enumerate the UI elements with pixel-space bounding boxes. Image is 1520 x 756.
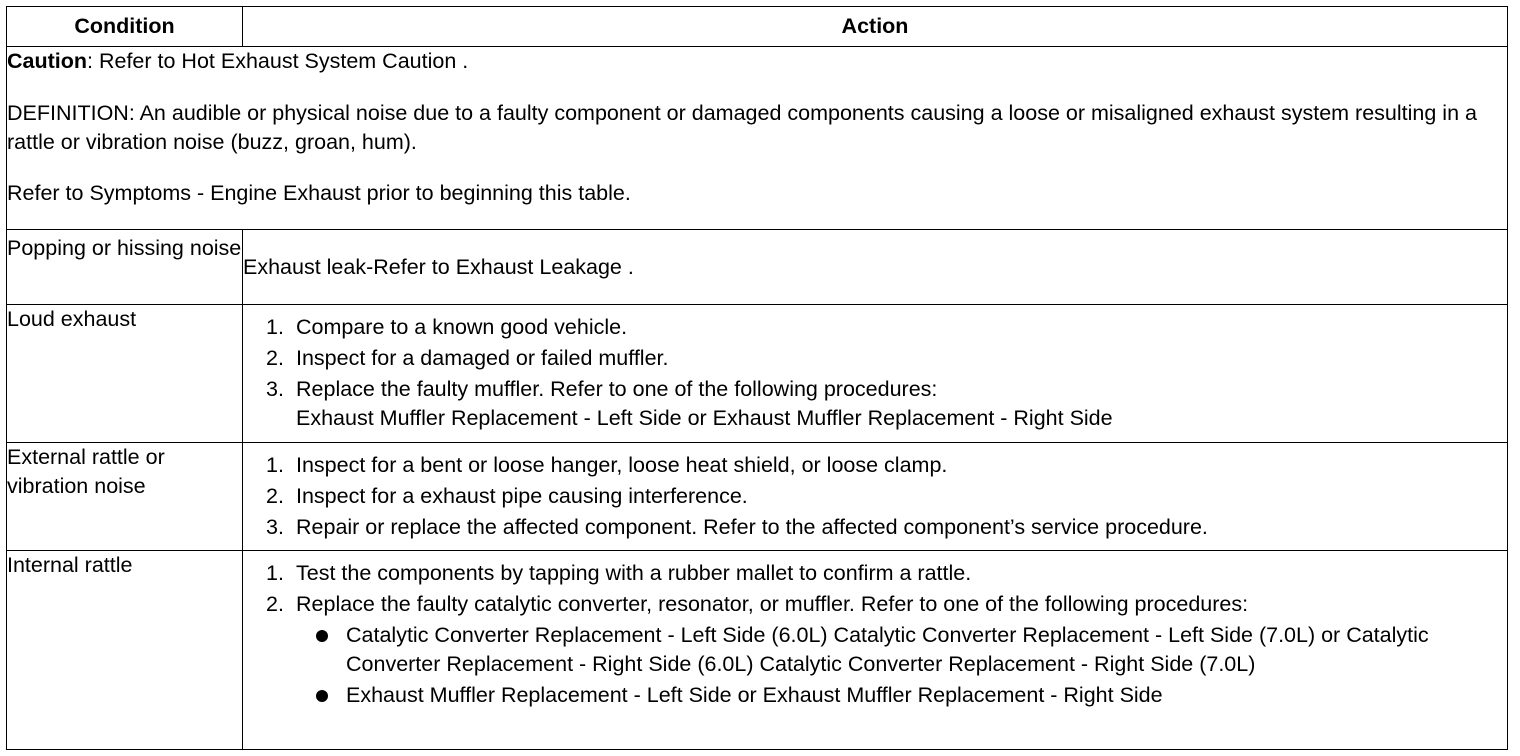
bullet-text: Exhaust Muffler Replacement - Left Side or Exhaust Muffler Replacement - Right Side xyxy=(346,683,1163,707)
table-row xyxy=(7,305,1508,443)
bullet-item xyxy=(296,621,1507,679)
diagnostic-table xyxy=(6,6,1508,750)
step-text: Repair or replace the affected component. Refer to the affected component’s service procedure. xyxy=(296,515,1208,539)
action-cell xyxy=(243,443,1508,551)
step-text: Replace the faulty catalytic converter, resonator, or muffler. Refer to one of the following procedures: xyxy=(296,592,1249,616)
step-text: Test the components by tapping with a rubber mallet to confirm a rattle. xyxy=(296,561,972,585)
step-number: 1. xyxy=(266,315,284,339)
list-item xyxy=(243,513,1507,542)
intro-row xyxy=(7,47,1508,230)
refer-text: Refer to Symptoms - Engine Exhaust prior to beginning this table. xyxy=(7,181,631,205)
list-item xyxy=(243,482,1507,511)
list-item xyxy=(243,375,1507,433)
list-item xyxy=(243,451,1507,480)
table-row xyxy=(7,230,1508,305)
list-item xyxy=(243,559,1507,588)
condition-cell: Loud exhaust xyxy=(7,305,243,443)
header-condition: Condition xyxy=(7,7,243,47)
action-cell xyxy=(243,551,1508,750)
step-number: 1. xyxy=(266,453,284,477)
step-subtext: Exhaust Muffler Replacement - Left Side or Exhaust Muffler Replacement - Right Side xyxy=(296,406,1113,430)
bullet-icon xyxy=(316,690,328,702)
list-item xyxy=(243,313,1507,342)
condition-cell: Internal rattle xyxy=(7,551,243,750)
list-item xyxy=(243,590,1507,710)
action-cell xyxy=(243,305,1508,443)
step-number: 2. xyxy=(266,484,284,508)
action-cell: Exhaust leak-Refer to Exhaust Leakage . xyxy=(243,230,1508,305)
step-number: 3. xyxy=(266,515,284,539)
step-number: 2. xyxy=(266,346,284,370)
caution-label: Caution xyxy=(7,49,88,73)
step-number: 1. xyxy=(266,561,284,585)
header-action: Action xyxy=(243,7,1508,47)
table-row xyxy=(7,443,1508,551)
condition-cell: External rattle or vibration noise xyxy=(7,443,243,551)
intro-cell xyxy=(7,47,1508,230)
caution-line xyxy=(7,47,1507,76)
steps-list xyxy=(243,443,1507,548)
list-item xyxy=(243,344,1507,373)
step-text: Inspect for a damaged or failed muffler. xyxy=(296,346,669,370)
step-number: 3. xyxy=(266,377,284,401)
step-text: Inspect for a exhaust pipe causing interference. xyxy=(296,484,748,508)
header-row xyxy=(7,7,1508,47)
bullet-text: Catalytic Converter Replacement - Left Side (6.0L) Catalytic Converter Replacement - Left Side (7.0L) or Catalytic Converter Replacement - Right Side (6.0L) Catalytic Converter Replacement - Right Side (7.0L) xyxy=(346,623,1429,676)
step-number: 2. xyxy=(266,592,284,616)
steps-list xyxy=(243,551,1507,718)
bullet-list xyxy=(296,621,1507,710)
caution-text: : Refer to Hot Exhaust System Caution . xyxy=(87,49,469,73)
step-text: Compare to a known good vehicle. xyxy=(296,315,628,339)
table-row xyxy=(7,551,1508,750)
bullet-icon xyxy=(316,630,328,642)
condition-cell: Popping or hissing noise xyxy=(7,230,243,305)
bullet-item xyxy=(296,681,1507,710)
definition-text: DEFINITION: An audible or physical noise due to a faulty component or damaged components causing a loose or misaligned exhaust system resulting in a rattle or vibration noise (buzz, groan, hum). xyxy=(7,101,1477,154)
step-text: Replace the faulty muffler. Refer to one of the following procedures: xyxy=(296,377,938,401)
step-text: Inspect for a bent or loose hanger, loose heat shield, or loose clamp. xyxy=(296,453,948,477)
steps-list xyxy=(243,305,1507,439)
